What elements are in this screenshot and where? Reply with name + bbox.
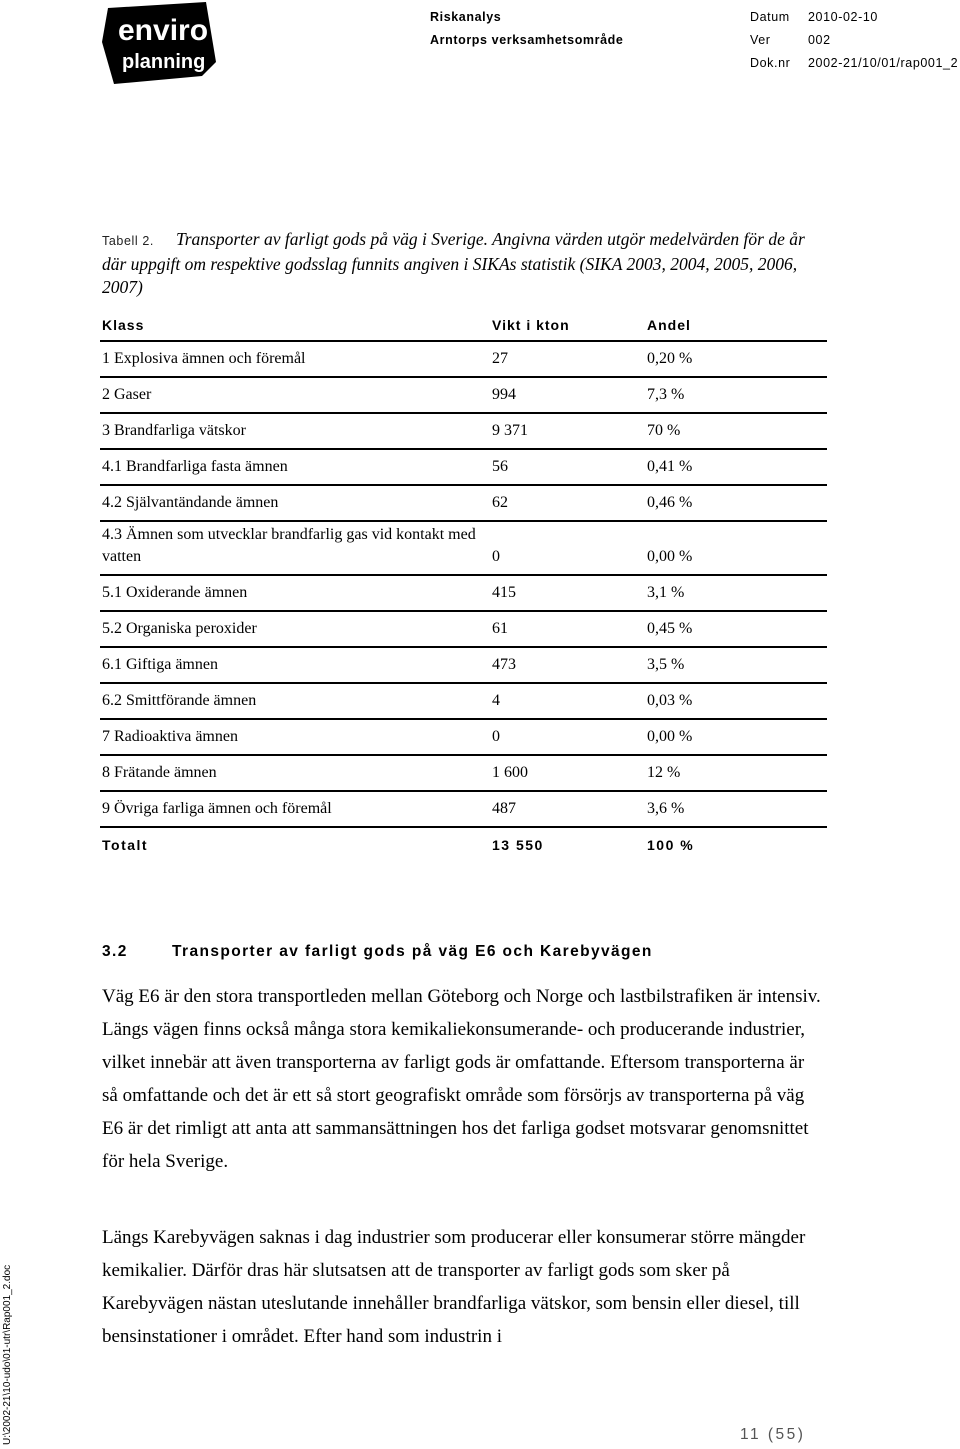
cell-klass: 6.2 Smittförande ämnen (100, 683, 490, 719)
section-title: Transporter av farligt gods på väg E6 och Karebyvägen (172, 943, 653, 960)
hazmat-table (100, 309, 827, 862)
table-total-row (100, 827, 827, 862)
table-row (100, 575, 827, 611)
cell-andel: 12 % (645, 755, 827, 791)
cell-andel: 0,20 % (645, 341, 827, 377)
cell-vikt: 487 (490, 791, 645, 827)
ver-value: 002 (808, 33, 831, 47)
cell-andel: 7,3 % (645, 377, 827, 413)
cell-vikt: 994 (490, 377, 645, 413)
table-header-row (100, 309, 827, 341)
cell-vikt: 473 (490, 647, 645, 683)
table-row (100, 449, 827, 485)
page-number: 11 (55) (740, 1426, 806, 1443)
cell-vikt: 56 (490, 449, 645, 485)
table-row (100, 647, 827, 683)
table-row (100, 377, 827, 413)
cell-vikt: 1 600 (490, 755, 645, 791)
caption-text: Transporter av farligt gods på väg i Sverige. Angivna värden utgör medelvärden för de år där uppgift om respektive godsslag funnits angiven i SIKAs statistik (SIKA 2003, 2004, 2005, 2006, 2007) (102, 229, 805, 297)
body-paragraph-2: Längs Karebyvägen saknas i dag industrier som producerar eller konsumerar större mängder kemikalier. Därför dras här slutsatsen att de transporter av farligt gods som sker på Karebyvägen nästan uteslutande innehåller brandfarliga vätskor, som bensin eller diesel, till bensinstationer i området. Efter hand som industrin i (102, 1227, 806, 1347)
datum-label: Datum (750, 10, 790, 24)
cell-andel: 3,5 % (645, 647, 827, 683)
table-row (100, 485, 827, 521)
cell-andel: 0,00 % (645, 521, 827, 575)
file-path: U:\2002-21\10-udo\01-utr\Rap001_2.doc (2, 1264, 13, 1445)
cell-klass: 4.1 Brandfarliga fasta ämnen (100, 449, 490, 485)
logo-text-bottom: planning (122, 51, 206, 73)
header-klass: Klass (100, 309, 490, 341)
cell-vikt: 9 371 (490, 413, 645, 449)
cell-andel: 0,45 % (645, 611, 827, 647)
total-vikt: 13 550 (492, 837, 544, 853)
cell-andel: 0,03 % (645, 683, 827, 719)
project-name: Arntorps verksamhetsområde (430, 33, 624, 47)
cell-vikt: 27 (490, 341, 645, 377)
cell-klass: 5.1 Oxiderande ämnen (100, 575, 490, 611)
cell-vikt: 415 (490, 575, 645, 611)
total-andel: 100 % (647, 837, 695, 853)
table-row (100, 413, 827, 449)
header-vikt: Vikt i kton (490, 309, 645, 341)
cell-klass: 8 Frätande ämnen (100, 755, 490, 791)
table-row (100, 611, 827, 647)
cell-andel: 70 % (645, 413, 827, 449)
header-andel: Andel (645, 309, 827, 341)
cell-andel: 3,6 % (645, 791, 827, 827)
cell-klass: 1 Explosiva ämnen och föremål (100, 341, 490, 377)
cell-vikt: 61 (490, 611, 645, 647)
caption-label: Tabell 2. (102, 234, 154, 248)
doc-type: Riskanalys (430, 10, 502, 24)
table-row (100, 521, 827, 575)
table-caption (102, 228, 822, 299)
table-row (100, 341, 827, 377)
cell-vikt: 62 (490, 485, 645, 521)
body-paragraph-1: Väg E6 är den stora transportleden mellan Göteborg och Norge och lastbilstrafiken är intensiv. Längs vägen finns också många stora kemikaliekonsumerande- och producerande industrier, vilket innebär att även transporterna av farligt gods är omfattande. Eftersom transporterna är så omfattande och det är ett så stort geografiskt område som försörjs av transporterna på väg E6 är det rimligt att anta att sammansättningen hos det farliga godset motsvarar genomsnittet för hela Sverige. (102, 986, 821, 1172)
datum-value: 2010-02-10 (808, 10, 878, 24)
table-row (100, 683, 827, 719)
total-label: Totalt (102, 837, 149, 853)
enviro-planning-logo (102, 2, 218, 84)
cell-andel: 0,00 % (645, 719, 827, 755)
cell-klass: 6.1 Giftiga ämnen (100, 647, 490, 683)
doknr-label: Dok.nr (750, 56, 791, 70)
cell-klass: 9 Övriga farliga ämnen och föremål (100, 791, 490, 827)
cell-vikt: 0 (490, 521, 645, 575)
cell-klass: 3 Brandfarliga vätskor (100, 413, 490, 449)
cell-klass: 4.3 Ämnen som utvecklar brandfarlig gas vid kontakt med vatten (100, 521, 490, 575)
table-row (100, 755, 827, 791)
cell-andel: 0,41 % (645, 449, 827, 485)
logo-text-top: enviro (118, 14, 209, 47)
cell-andel: 3,1 % (645, 575, 827, 611)
section-number: 3.2 (102, 943, 128, 960)
section-heading (102, 943, 653, 961)
table-row (100, 791, 827, 827)
doknr-value: 2002-21/10/01/rap001_2 (808, 56, 959, 70)
cell-vikt: 0 (490, 719, 645, 755)
table-row (100, 719, 827, 755)
cell-klass: 7 Radioaktiva ämnen (100, 719, 490, 755)
cell-klass: 5.2 Organiska peroxider (100, 611, 490, 647)
cell-klass: 4.2 Självantändande ämnen (100, 485, 490, 521)
cell-klass: 2 Gaser (100, 377, 490, 413)
cell-andel: 0,46 % (645, 485, 827, 521)
ver-label: Ver (750, 33, 771, 47)
cell-vikt: 4 (490, 683, 645, 719)
